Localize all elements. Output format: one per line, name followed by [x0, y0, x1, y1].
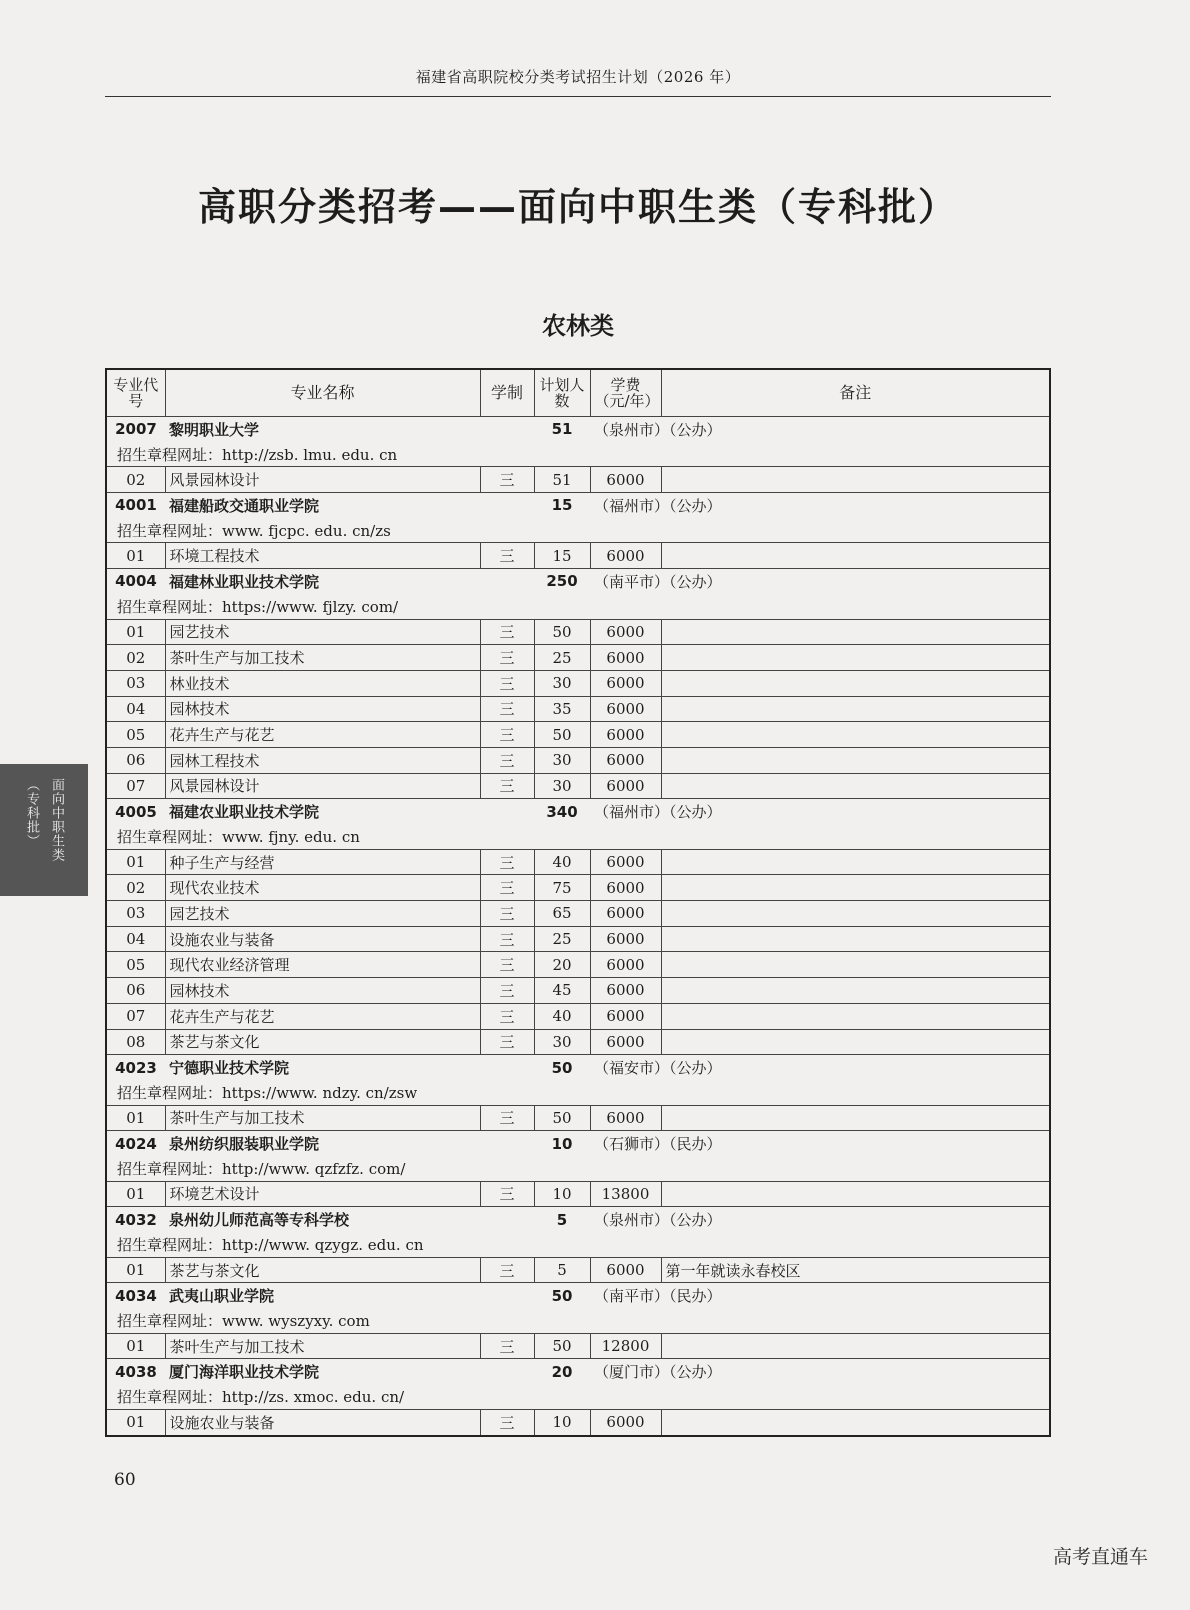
- institution-location: （厦门市）（公办）: [590, 1359, 1050, 1384]
- institution-name: 黎明职业大学: [165, 417, 534, 442]
- institution-code: 4024: [106, 1131, 165, 1156]
- institution-location: （福州市）（公办）: [590, 493, 1050, 518]
- enrollment-plan-table: [105, 368, 1051, 1437]
- institution-url-row: [106, 518, 1050, 543]
- major-name: 茶艺与茶文化: [165, 1029, 480, 1055]
- side-tab-label: 面向中职生类: [49, 778, 64, 862]
- major-code: 04: [106, 926, 165, 952]
- institution-location: （福州市）（公办）: [590, 799, 1050, 824]
- major-name: 园林技术: [165, 978, 480, 1004]
- institution-row: [106, 1207, 1050, 1232]
- major-note: [661, 952, 1050, 978]
- major-fee: 13800: [590, 1181, 661, 1207]
- institution-row: [106, 799, 1050, 824]
- major-code: 01: [106, 1257, 165, 1283]
- institution-url: http://zs. xmoc. edu. cn/: [222, 1387, 405, 1406]
- institution-url: www. wyszyxy. com: [222, 1311, 370, 1330]
- table-header-row: [106, 369, 1050, 417]
- major-row: [106, 978, 1050, 1004]
- major-years: 三: [480, 1257, 534, 1283]
- major-years: 三: [480, 875, 534, 901]
- institution-code: 4023: [106, 1055, 165, 1080]
- major-note: [661, 696, 1050, 722]
- major-fee: 6000: [590, 619, 661, 645]
- major-note: [661, 543, 1050, 569]
- major-plan: 75: [534, 875, 590, 901]
- major-note: [661, 849, 1050, 875]
- column-header-note: 备注: [661, 369, 1050, 417]
- major-name: 花卉生产与花艺: [165, 722, 480, 748]
- major-plan: 45: [534, 978, 590, 1004]
- major-name: 环境工程技术: [165, 543, 480, 569]
- major-code: 01: [106, 1105, 165, 1131]
- major-note: [661, 670, 1050, 696]
- major-row: [106, 1181, 1050, 1207]
- major-years: 三: [480, 926, 534, 952]
- major-name: 现代农业技术: [165, 875, 480, 901]
- major-row: [106, 1105, 1050, 1131]
- major-note: [661, 619, 1050, 645]
- major-fee: 6000: [590, 901, 661, 927]
- institution-name: 厦门海洋职业技术学院: [165, 1359, 534, 1384]
- major-note: [661, 1409, 1050, 1435]
- url-label: 招生章程网址：: [117, 1387, 223, 1406]
- institution-name: 福建农业职业技术学院: [165, 799, 534, 824]
- major-years: 三: [480, 849, 534, 875]
- institution-url: www. fjny. edu. cn: [222, 827, 360, 846]
- major-row: [106, 722, 1050, 748]
- institution-name: 宁德职业技术学院: [165, 1055, 534, 1080]
- major-years: 三: [480, 543, 534, 569]
- major-note: [661, 875, 1050, 901]
- institution-row: [106, 1131, 1050, 1156]
- institution-code: 4032: [106, 1207, 165, 1232]
- major-code: 01: [106, 619, 165, 645]
- institution-url: http://zsb. lmu. edu. cn: [222, 445, 398, 464]
- side-section-tab: [0, 764, 88, 896]
- column-header-fee: 学费（元/年）: [590, 369, 661, 417]
- url-label: 招生章程网址：: [117, 1235, 223, 1254]
- institution-url-cell: [106, 1156, 1050, 1181]
- major-row: [106, 952, 1050, 978]
- major-plan: 65: [534, 901, 590, 927]
- major-code: 05: [106, 952, 165, 978]
- institution-plan: 250: [534, 569, 590, 594]
- major-fee: 6000: [590, 1029, 661, 1055]
- institution-location: （石狮市）（民办）: [590, 1131, 1050, 1156]
- major-code: 05: [106, 722, 165, 748]
- major-years: 三: [480, 1105, 534, 1131]
- institution-name: 福建林业职业技术学院: [165, 569, 534, 594]
- institution-url-row: [106, 1232, 1050, 1257]
- major-name: 园林技术: [165, 696, 480, 722]
- institution-url-cell: [106, 1308, 1050, 1333]
- major-name: 花卉生产与花艺: [165, 1003, 480, 1029]
- major-row: [106, 926, 1050, 952]
- header-rule: [105, 96, 1051, 97]
- major-code: 01: [106, 1333, 165, 1359]
- institution-url-cell: [106, 1080, 1050, 1105]
- url-label: 招生章程网址：: [117, 521, 223, 540]
- major-row: [106, 849, 1050, 875]
- major-years: 三: [480, 670, 534, 696]
- institution-url-cell: [106, 1232, 1050, 1257]
- major-fee: 6000: [590, 978, 661, 1004]
- institution-code: 4038: [106, 1359, 165, 1384]
- major-note: [661, 1105, 1050, 1131]
- institution-plan: 20: [534, 1359, 590, 1384]
- institution-plan: 10: [534, 1131, 590, 1156]
- url-label: 招生章程网址：: [117, 827, 223, 846]
- major-name: 风景园林设计: [165, 467, 480, 493]
- institution-url: http://www. qzfzfz. com/: [222, 1159, 406, 1178]
- institution-plan: 51: [534, 417, 590, 442]
- column-header-plan: 计划人数: [534, 369, 590, 417]
- institution-plan: 340: [534, 799, 590, 824]
- major-code: 02: [106, 875, 165, 901]
- institution-code: 2007: [106, 417, 165, 442]
- major-plan: 10: [534, 1181, 590, 1207]
- major-fee: 6000: [590, 952, 661, 978]
- major-plan: 25: [534, 645, 590, 671]
- major-years: 三: [480, 1333, 534, 1359]
- major-plan: 50: [534, 1105, 590, 1131]
- institution-plan: 50: [534, 1283, 590, 1308]
- major-note: [661, 901, 1050, 927]
- major-fee: 6000: [590, 773, 661, 799]
- major-plan: 50: [534, 619, 590, 645]
- page-title: 高职分类招考——面向中职生类（专科批）: [197, 185, 958, 229]
- major-fee: 6000: [590, 543, 661, 569]
- major-name: 茶叶生产与加工技术: [165, 645, 480, 671]
- page-number: 60: [114, 1470, 136, 1490]
- table-body: [106, 417, 1050, 1436]
- major-name: 茶叶生产与加工技术: [165, 1333, 480, 1359]
- major-note: [661, 773, 1050, 799]
- major-plan: 30: [534, 747, 590, 773]
- major-row: [106, 901, 1050, 927]
- institution-code: 4034: [106, 1283, 165, 1308]
- major-name: 园林工程技术: [165, 747, 480, 773]
- institution-url-cell: [106, 1384, 1050, 1409]
- major-code: 03: [106, 901, 165, 927]
- major-code: 01: [106, 1409, 165, 1435]
- institution-row: [106, 1055, 1050, 1080]
- major-name: 茶叶生产与加工技术: [165, 1105, 480, 1131]
- institution-url-row: [106, 824, 1050, 849]
- major-code: 01: [106, 1181, 165, 1207]
- major-name: 林业技术: [165, 670, 480, 696]
- institution-url: https://www. fjlzy. com/: [222, 597, 399, 616]
- institution-url: http://www. qzygz. edu. cn: [222, 1235, 424, 1254]
- major-years: 三: [480, 696, 534, 722]
- section-title: 农林类: [542, 312, 614, 340]
- institution-location: （南平市）（民办）: [590, 1283, 1050, 1308]
- institution-url-row: [106, 1308, 1050, 1333]
- major-fee: 6000: [590, 645, 661, 671]
- major-row: [106, 1409, 1050, 1435]
- major-code: 04: [106, 696, 165, 722]
- institution-code: 4005: [106, 799, 165, 824]
- major-plan: 30: [534, 773, 590, 799]
- institution-code: 4004: [106, 569, 165, 594]
- major-row: [106, 467, 1050, 493]
- major-name: 种子生产与经营: [165, 849, 480, 875]
- major-plan: 51: [534, 467, 590, 493]
- major-fee: 6000: [590, 1003, 661, 1029]
- watermark-text: 高考直通车: [1052, 1546, 1148, 1568]
- url-label: 招生章程网址：: [117, 1159, 223, 1178]
- major-code: 02: [106, 467, 165, 493]
- major-code: 07: [106, 773, 165, 799]
- major-code: 03: [106, 670, 165, 696]
- major-fee: 12800: [590, 1333, 661, 1359]
- major-note: [661, 1029, 1050, 1055]
- major-years: 三: [480, 645, 534, 671]
- major-row: [106, 543, 1050, 569]
- major-fee: 6000: [590, 696, 661, 722]
- institution-url-row: [106, 1080, 1050, 1105]
- major-fee: 6000: [590, 1105, 661, 1131]
- major-row: [106, 1003, 1050, 1029]
- major-name: 园艺技术: [165, 901, 480, 927]
- major-row: [106, 1257, 1050, 1283]
- major-name: 设施农业与装备: [165, 926, 480, 952]
- major-code: 01: [106, 543, 165, 569]
- major-years: 三: [480, 467, 534, 493]
- major-years: 三: [480, 952, 534, 978]
- institution-location: （福安市）（公办）: [590, 1055, 1050, 1080]
- major-code: 06: [106, 978, 165, 1004]
- major-row: [106, 773, 1050, 799]
- major-plan: 35: [534, 696, 590, 722]
- major-note: [661, 747, 1050, 773]
- institution-url-cell: [106, 594, 1050, 619]
- major-row: [106, 747, 1050, 773]
- major-plan: 25: [534, 926, 590, 952]
- major-plan: 30: [534, 670, 590, 696]
- institution-plan: 15: [534, 493, 590, 518]
- major-note: [661, 645, 1050, 671]
- major-fee: 6000: [590, 467, 661, 493]
- institution-row: [106, 493, 1050, 518]
- institution-row: [106, 1359, 1050, 1384]
- major-row: [106, 645, 1050, 671]
- institution-plan: 5: [534, 1207, 590, 1232]
- major-fee: 6000: [590, 722, 661, 748]
- major-fee: 6000: [590, 1409, 661, 1435]
- major-name: 园艺技术: [165, 619, 480, 645]
- column-header-years: 学制: [480, 369, 534, 417]
- side-tab-sublabel: （专科批）: [24, 778, 39, 848]
- institution-name: 福建船政交通职业学院: [165, 493, 534, 518]
- major-note: [661, 1181, 1050, 1207]
- url-label: 招生章程网址：: [117, 445, 223, 464]
- institution-url-row: [106, 1384, 1050, 1409]
- major-note: 第一年就读永春校区: [661, 1257, 1050, 1283]
- major-code: 08: [106, 1029, 165, 1055]
- major-fee: 6000: [590, 875, 661, 901]
- institution-url-row: [106, 594, 1050, 619]
- major-fee: 6000: [590, 926, 661, 952]
- institution-name: 武夷山职业学院: [165, 1283, 534, 1308]
- major-plan: 15: [534, 543, 590, 569]
- major-code: 01: [106, 849, 165, 875]
- major-plan: 5: [534, 1257, 590, 1283]
- major-note: [661, 1333, 1050, 1359]
- institution-row: [106, 417, 1050, 442]
- institution-row: [106, 569, 1050, 594]
- major-row: [106, 1333, 1050, 1359]
- institution-url: https://www. ndzy. cn/zsw: [222, 1083, 418, 1102]
- column-header-code: 专业代号: [106, 369, 165, 417]
- major-years: 三: [480, 747, 534, 773]
- institution-url-cell: [106, 442, 1050, 467]
- major-plan: 40: [534, 849, 590, 875]
- major-code: 06: [106, 747, 165, 773]
- major-years: 三: [480, 1181, 534, 1207]
- major-name: 设施农业与装备: [165, 1409, 480, 1435]
- major-years: 三: [480, 1409, 534, 1435]
- major-name: 茶艺与茶文化: [165, 1257, 480, 1283]
- institution-location: （南平市）（公办）: [590, 569, 1050, 594]
- major-code: 07: [106, 1003, 165, 1029]
- running-header: 福建省高职院校分类考试招生计划（2026 年）: [415, 68, 741, 86]
- major-note: [661, 1003, 1050, 1029]
- major-fee: 6000: [590, 849, 661, 875]
- major-fee: 6000: [590, 747, 661, 773]
- major-name: 现代农业经济管理: [165, 952, 480, 978]
- institution-url-cell: [106, 518, 1050, 543]
- institution-url-row: [106, 442, 1050, 467]
- institution-url-cell: [106, 824, 1050, 849]
- major-years: 三: [480, 978, 534, 1004]
- major-plan: 10: [534, 1409, 590, 1435]
- major-row: [106, 619, 1050, 645]
- institution-location: （泉州市）（公办）: [590, 417, 1050, 442]
- major-plan: 20: [534, 952, 590, 978]
- major-years: 三: [480, 1029, 534, 1055]
- institution-location: （泉州市）（公办）: [590, 1207, 1050, 1232]
- major-note: [661, 467, 1050, 493]
- major-plan: 30: [534, 1029, 590, 1055]
- major-years: 三: [480, 722, 534, 748]
- institution-name: 泉州幼儿师范高等专科学校: [165, 1207, 534, 1232]
- major-row: [106, 670, 1050, 696]
- institution-plan: 50: [534, 1055, 590, 1080]
- major-row: [106, 1029, 1050, 1055]
- major-plan: 40: [534, 1003, 590, 1029]
- major-years: 三: [480, 1003, 534, 1029]
- major-plan: 50: [534, 722, 590, 748]
- major-years: 三: [480, 773, 534, 799]
- url-label: 招生章程网址：: [117, 1311, 223, 1330]
- institution-code: 4001: [106, 493, 165, 518]
- major-note: [661, 978, 1050, 1004]
- major-row: [106, 696, 1050, 722]
- major-row: [106, 875, 1050, 901]
- major-name: 风景园林设计: [165, 773, 480, 799]
- institution-url-row: [106, 1156, 1050, 1181]
- major-fee: 6000: [590, 1257, 661, 1283]
- major-name: 环境艺术设计: [165, 1181, 480, 1207]
- major-years: 三: [480, 619, 534, 645]
- column-header-name: 专业名称: [165, 369, 480, 417]
- major-note: [661, 926, 1050, 952]
- institution-name: 泉州纺织服装职业学院: [165, 1131, 534, 1156]
- url-label: 招生章程网址：: [117, 1083, 223, 1102]
- major-plan: 50: [534, 1333, 590, 1359]
- institution-row: [106, 1283, 1050, 1308]
- url-label: 招生章程网址：: [117, 597, 223, 616]
- institution-url: www. fjcpc. edu. cn/zs: [222, 521, 391, 540]
- major-years: 三: [480, 901, 534, 927]
- major-code: 02: [106, 645, 165, 671]
- major-fee: 6000: [590, 670, 661, 696]
- major-note: [661, 722, 1050, 748]
